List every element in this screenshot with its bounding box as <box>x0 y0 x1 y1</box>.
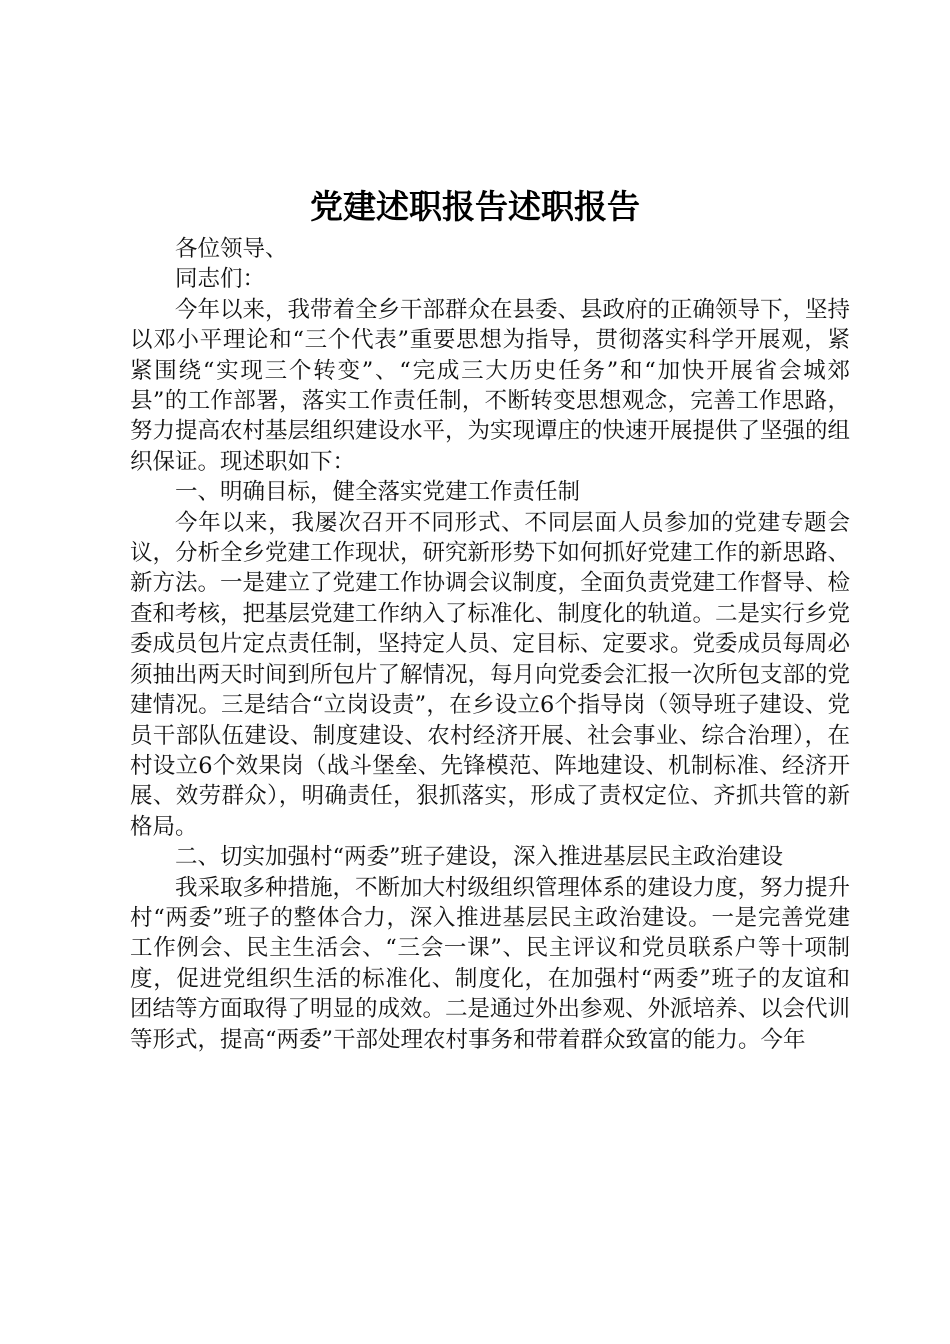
document-body <box>130 234 850 1055</box>
section-heading-1: 一、明确目标，健全落实党建工作责任制 <box>175 479 581 506</box>
paragraph-section-2: 我采取多种措施，不断加大村级组织管理体系的建设力度，努力提升村“两委”班子的整体合力，深入推进基层民主政治建设。一是完善党建工作例会、民主生活会、“三会一课”、民主评议和党员联系户等十项制度，促进党组织生活的标准化、制度化，在加强村“两委”班子的友谊和团结等方面取得了明显的成效。二是通过外出参观、外派培养、以会代训等形式，提高“两委”干部处理农村事务和带着群众致富的能力。今年 <box>130 874 851 1053</box>
paragraph-section-1: 今年以来，我屡次召开不同形式、不同层面人员参加的党建专题会议，分析全乡党建工作现状，研究新形势下如何抓好党建工作的新思路、新方法。一是建立了党建工作协调会议制度，全面负责党建工作督导、检查和考核，把基层党建工作纳入了标准化、制度化的轨道。二是实行乡党委成员包片定点责任制，坚持定人员、定目标、定要求。党委成员每周必须抽出两天时间到所包片了解情况，每月向党委会汇报一次所包支部的党建情况。三是结合“立岗设责”，在乡设立6个指导岗（领导班子建设、党员干部队伍建设、制度建设、农村经济开展、社会事业、综合治理），在村设立6个效果岗（战斗堡垒、先锋模范、阵地建设、机制标准、经济开展、效劳群众），明确责任，狠抓落实，形成了责权定位、齐抓共管的新格局。 <box>130 509 851 840</box>
salutation-leaders: 各位领导、 <box>175 236 288 262</box>
document-title: 党建述职报告述职报告 <box>310 187 640 226</box>
paragraph-intro: 今年以来，我带着全乡干部群众在县委、县政府的正确领导下，坚持以邓小平理论和“三个代表”重要思想为指导，贯彻落实科学开展观，紧紧围绕“实现三个转变”、“完成三大历史任务”和“加快开展省会城郊县”的工作部署，落实工作责任制，不断转变思想观念，完善工作思路，努力提高农村基层组织建设水平，为实现谭庄的快速开展提供了坚强的组织保证。现述职如下： <box>130 296 851 475</box>
salutation-comrades: 同志们： <box>175 266 266 293</box>
section-heading-2: 二、切实加强村“两委”班子建设，深入推进基层民主政治建设 <box>175 844 784 871</box>
